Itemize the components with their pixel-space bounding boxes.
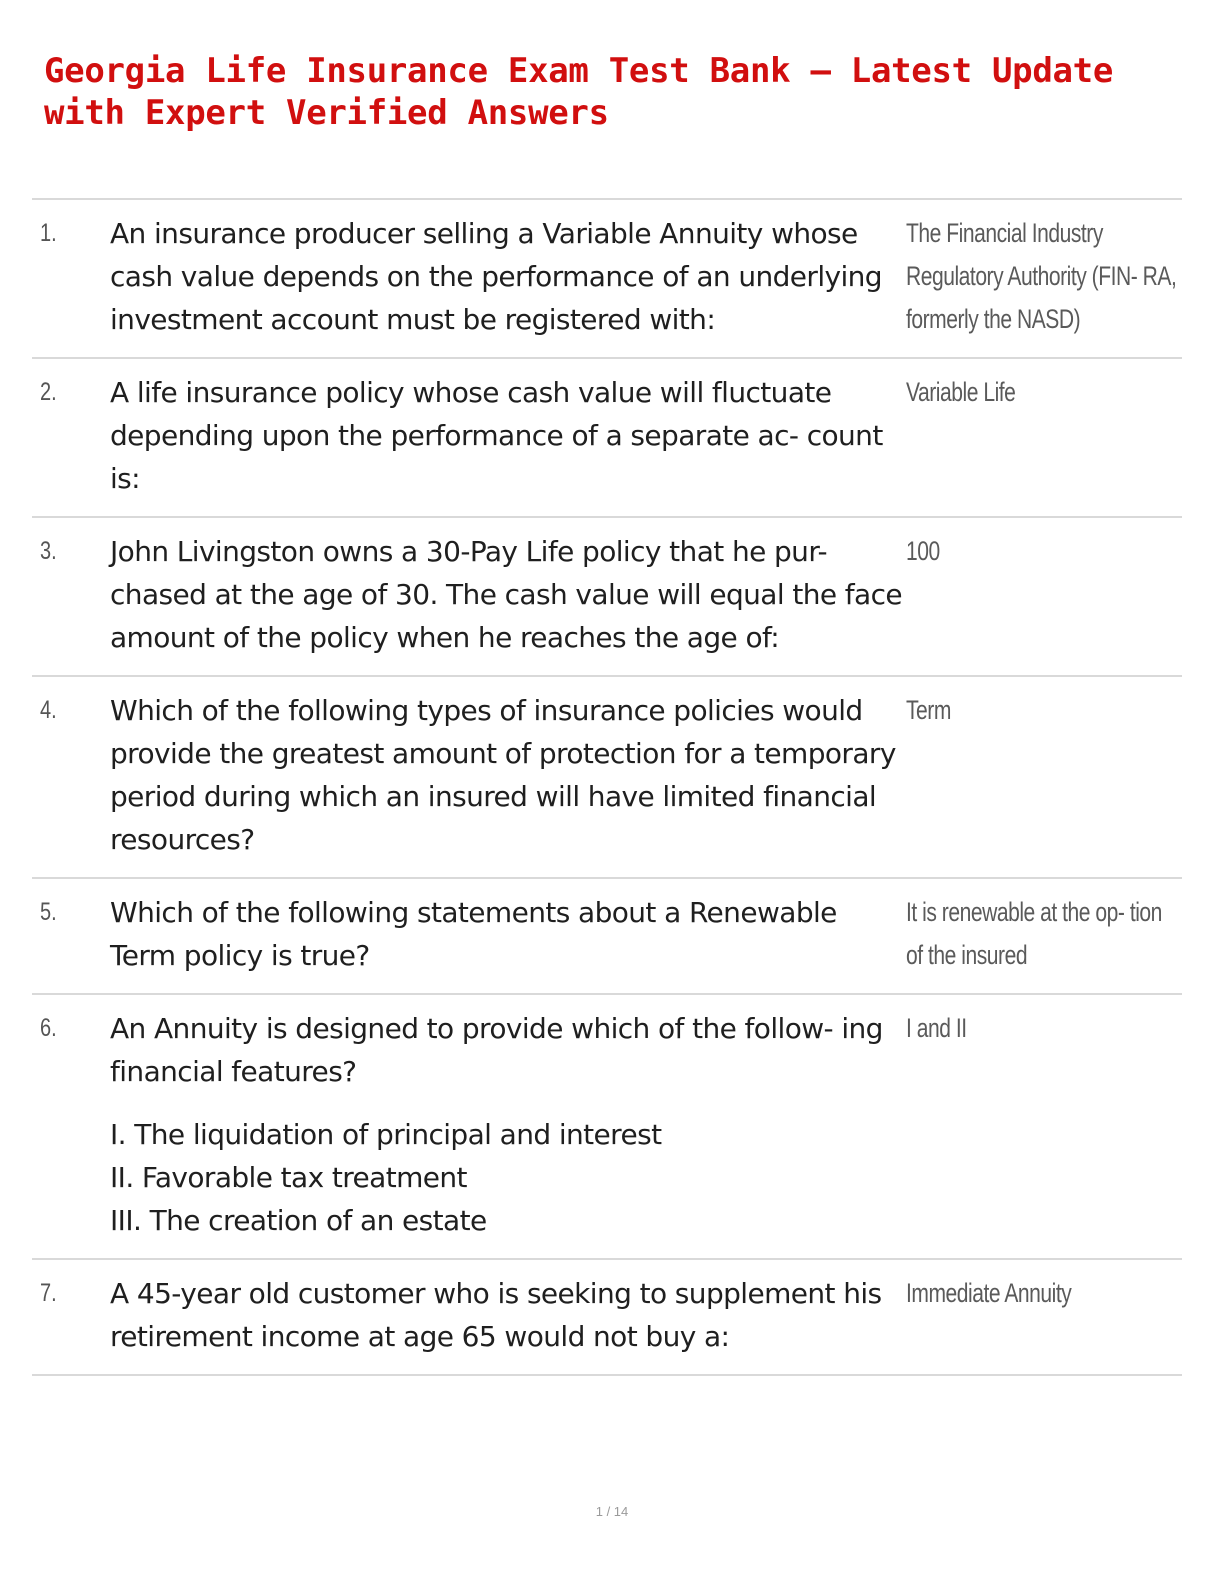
question-text: An Annuity is designed to provide which of the follow- ing financial features? xyxy=(110,1012,883,1088)
question-options xyxy=(110,1113,906,1242)
answer-label: The Financial Industry Regulatory Authority (FIN- RA, formerly the NASD) xyxy=(906,218,1177,334)
question-row-7 xyxy=(32,1260,1182,1376)
question-number: 2. xyxy=(40,378,57,406)
answer-label: Variable Life xyxy=(906,377,1016,407)
answer-text xyxy=(906,371,1182,500)
question-row-2 xyxy=(32,359,1182,518)
question-text: A 45-year old customer who is seeking to supplement his retirement income at age 65 would not buy a: xyxy=(110,1277,882,1353)
question-number: 5. xyxy=(40,898,57,926)
document-title: Georgia Life Insurance Exam Test Bank – Latest Update with Expert Verified Answers xyxy=(44,51,1113,133)
answer-label: Immediate Annuity xyxy=(906,1278,1072,1308)
option-3: III. The creation of an estate xyxy=(110,1204,487,1237)
answer-text xyxy=(906,1007,1182,1242)
question-row-6 xyxy=(32,995,1182,1260)
question-text: John Livingston owns a 30-Pay Life policy that he pur- chased at the age of 30. The cash value will equal the face amount of the policy when he reaches the age of: xyxy=(110,535,903,654)
answer-label: Term xyxy=(906,695,951,725)
answer-label: It is renewable at the op- tion of the insured xyxy=(906,897,1162,970)
question-number: 4. xyxy=(40,696,57,724)
question-number: 3. xyxy=(40,537,57,565)
option-1: I. The liquidation of principal and interest xyxy=(110,1118,662,1151)
question-number: 7. xyxy=(40,1279,57,1307)
answer-text xyxy=(906,689,1182,861)
answer-text xyxy=(906,530,1182,659)
question-number: 1. xyxy=(40,219,57,247)
question-row-5 xyxy=(32,879,1182,995)
question-row-3 xyxy=(32,518,1182,677)
question-row-4 xyxy=(32,677,1182,879)
page-number: 1 / 14 xyxy=(595,1504,629,1519)
question-text: Which of the following types of insurance policies would provide the greatest amount of protection for a temporary period during which an insured will have limited financial resources? xyxy=(110,694,896,856)
option-2: II. Favorable tax treatment xyxy=(110,1161,467,1194)
question-text: A life insurance policy whose cash value will fluctuate depending upon the performance of a separate ac- count is: xyxy=(110,376,883,495)
question-text: An insurance producer selling a Variable Annuity whose cash value depends on the performance of an underlying investment account must be registered with: xyxy=(110,217,882,336)
question-block xyxy=(110,1007,906,1242)
question-text: Which of the following statements about a Renewable Term policy is true? xyxy=(110,896,837,972)
question-list xyxy=(32,198,1182,1376)
answer-label: I and II xyxy=(906,1013,967,1043)
answer-text xyxy=(906,891,1182,977)
answer-text xyxy=(906,1272,1182,1358)
question-number: 6. xyxy=(40,1014,57,1042)
answer-label: 100 xyxy=(906,536,940,566)
answer-text xyxy=(906,212,1182,341)
question-row-1 xyxy=(32,200,1182,359)
